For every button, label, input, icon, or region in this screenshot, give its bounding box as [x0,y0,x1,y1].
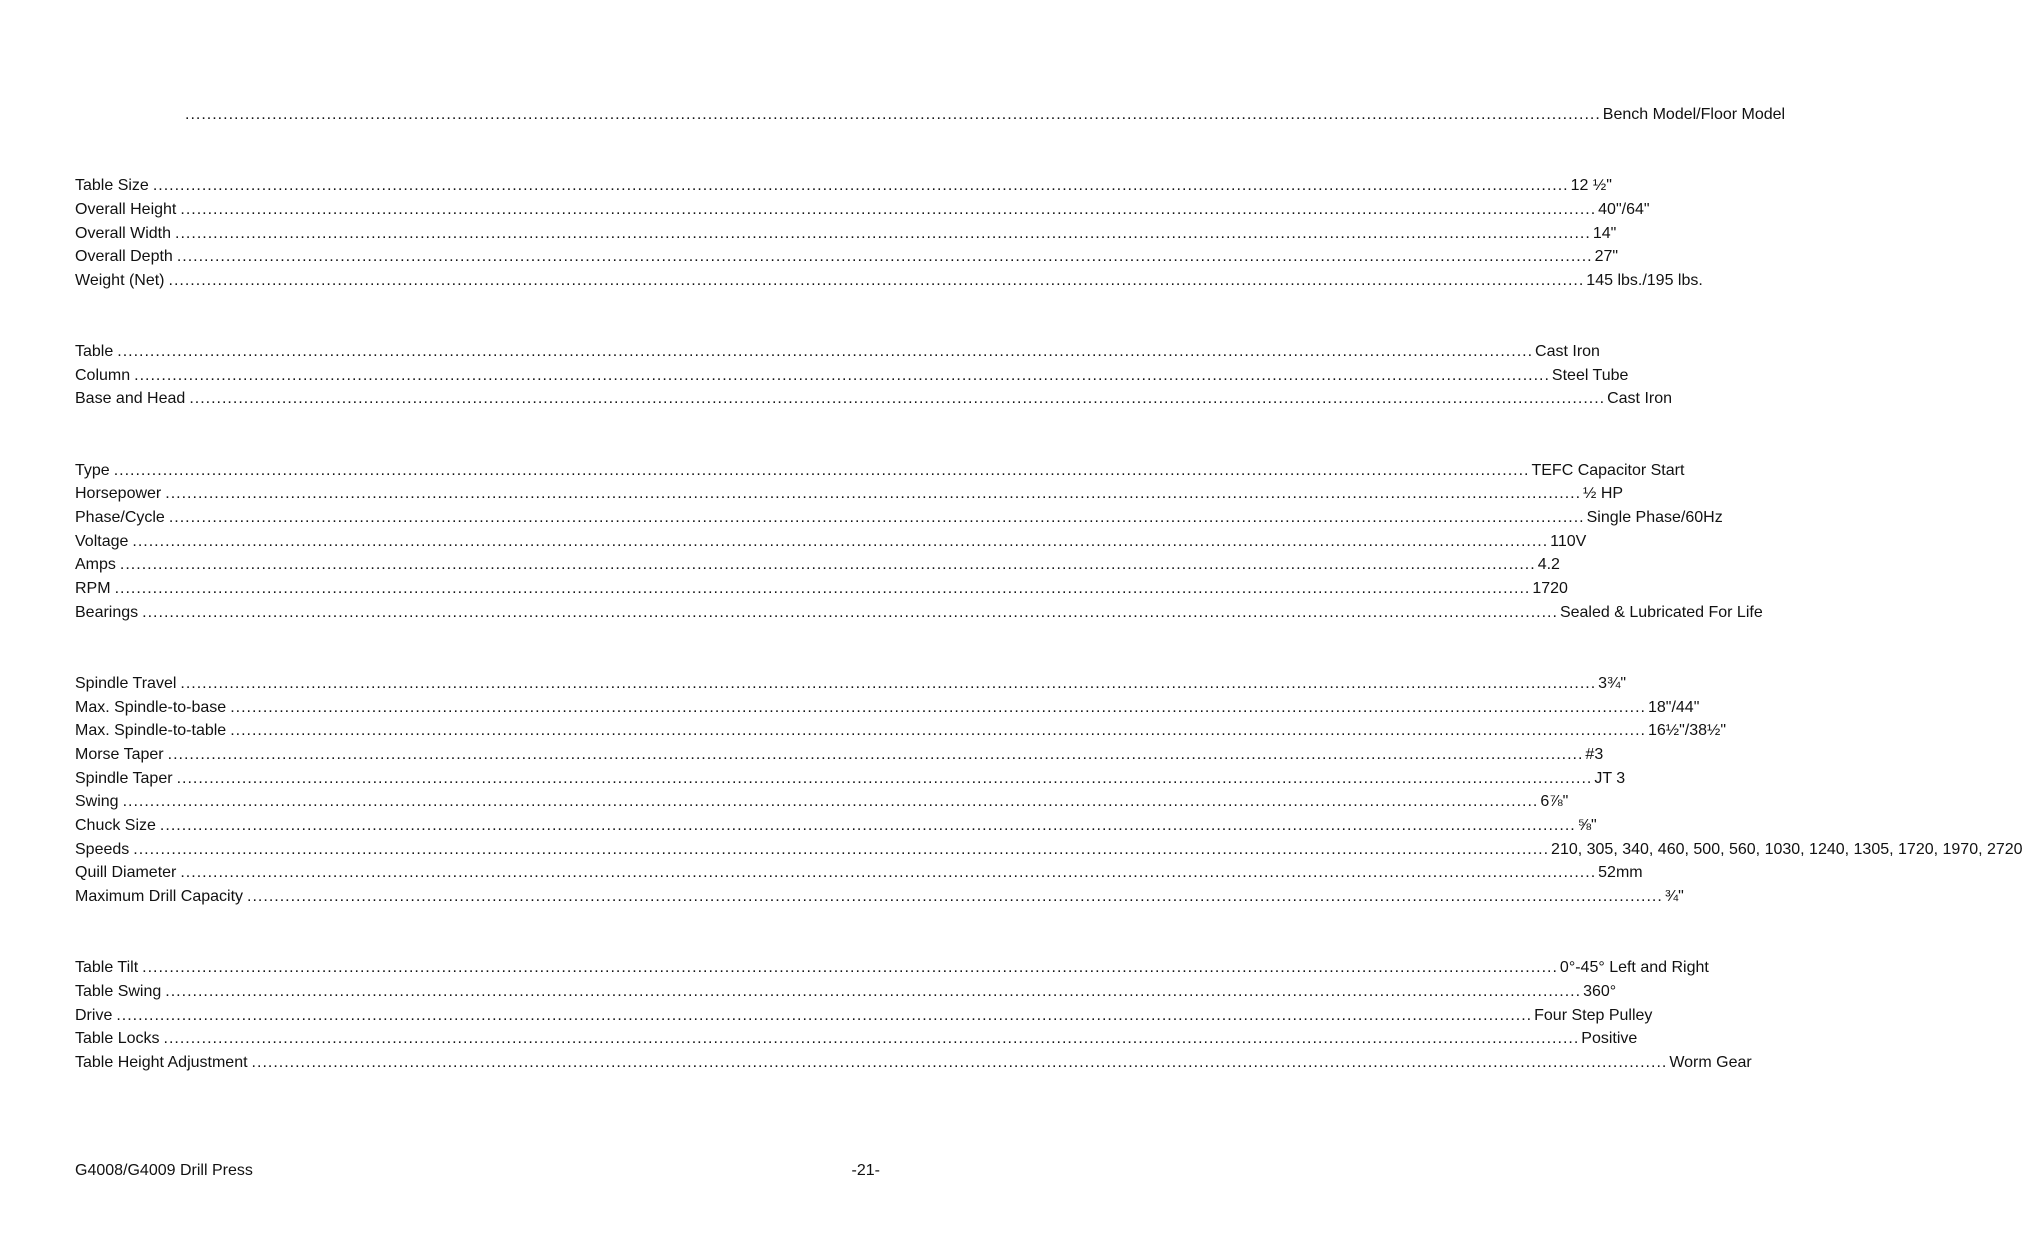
spec-label: Table Height Adjustment [75,1054,248,1071]
spec-label: Table [75,343,114,360]
spec-label: Spindle Taper [75,770,173,787]
leader-dots: .................................................................................................................................................................................................................................................................... [113,462,1530,479]
leader-dots: .................................................................................................................................................................................................................................................................... [122,793,1539,810]
spec-value: Worm Gear [1669,1054,1752,1071]
spec-value: 18"/44" [1647,699,1700,716]
spec-value: Cast Iron [1607,390,1673,407]
footer-title: G4008/G4009 Drill Press [75,1162,253,1179]
spec-row [75,531,1587,553]
spec-value: 360° [1583,983,1617,1000]
spec-label: Chuck Size [75,817,156,834]
leader-dots: .................................................................................................................................................................................................................................................................... [134,367,1550,384]
spec-label: Amps [75,556,116,573]
spec-row [75,1052,1752,1074]
leader-dots: .................................................................................................................................................................................................................................................................... [180,675,1597,692]
spec-label: Quill Diameter [75,864,177,881]
spec-value: 14" [1592,225,1617,242]
leader-dots: .................................................................................................................................................................................................................................................................... [114,580,1531,597]
spec-label: Swing [75,793,119,810]
spec-label: Spindle Travel [75,675,177,692]
spec-value: Positive [1581,1030,1638,1047]
leader-dots: .................................................................................................................................................................................................................................................................... [116,1007,1533,1024]
spec-row [75,270,1703,292]
spec-value: 52mm [1598,864,1643,881]
spec-row [75,673,1627,695]
spec-row [75,365,1629,387]
leader-dots: .................................................................................................................................................................................................................................................................... [176,770,1593,787]
leader-dots: .................................................................................................................................................................................................................................................................... [119,556,1536,573]
page-number: -21- [851,1162,880,1179]
leader-dots: .................................................................................................................................................................................................................................................................... [167,746,1584,763]
spec-value: 4.2 [1537,556,1560,573]
spec-row [75,507,1723,529]
leader-dots: .................................................................................................................................................................................................................................................................... [230,699,1646,716]
spec-row [75,341,1600,363]
leader-dots: .................................................................................................................................................................................................................................................................... [180,864,1597,881]
spec-row [75,199,1650,221]
spec-row [75,744,1604,766]
leader-dots: .................................................................................................................................................................................................................................................................... [168,509,1585,526]
spec-row [75,791,1569,813]
spec-value: 3¾" [1598,675,1627,692]
spec-label: RPM [75,580,111,597]
spec-label: Speeds [75,841,130,858]
leader-dots: .................................................................................................................................................................................................................................................................... [142,959,1558,976]
spec-row [75,839,2023,861]
leader-dots: .................................................................................................................................................................................................................................................................... [152,177,1569,194]
leader-dots: .................................................................................................................................................................................................................................................................... [142,604,1558,621]
spec-label: Type [75,462,110,479]
spec-row [75,175,1612,197]
spec-row [75,602,1763,624]
spec-value: 1720 [1532,580,1568,597]
spec-value: 210, 305, 340, 460, 500, 560, 1030, 1240, 1305, 1720, 1970, 2720 [1551,841,2023,858]
leader-dots: .................................................................................................................................................................................................................................................................... [251,1054,1668,1071]
spec-row [75,862,1643,884]
spec-value: ½ HP [1583,485,1624,502]
spec-label: Table Tilt [75,959,139,976]
spec-value: 110V [1550,533,1587,550]
leader-dots: .................................................................................................................................................................................................................................................................... [165,983,1582,1000]
leader-dots: .................................................................................................................................................................................................................................................................... [247,888,1663,905]
spec-label: Overall Height [75,201,177,218]
spec-row [75,957,1709,979]
spec-label: Bearings [75,604,139,621]
spec-label: Table Size [75,177,149,194]
leader-dots: .................................................................................................................................................................................................................................................................... [168,272,1585,289]
spec-row [75,886,1684,908]
leader-dots: .................................................................................................................................................................................................................................................................... [165,485,1582,502]
spec-value: Steel Tube [1551,367,1629,384]
spec-row [75,720,1727,742]
spec-label: Drive [75,1007,113,1024]
spec-value: Single Phase/60Hz [1586,509,1723,526]
spec-label: Overall Depth [75,248,173,265]
leader-dots: .................................................................................................................................................................................................................................................................... [117,343,1534,360]
spec-label: Base and Head [75,390,186,407]
leader-dots: .................................................................................................................................................................................................................................................................... [132,533,1549,550]
spec-label: Voltage [75,533,129,550]
leader-dots: .................................................................................................................................................................................................................................................................... [176,248,1593,265]
spec-label: Phase/Cycle [75,509,165,526]
spec-row [75,697,1700,719]
leader-dots: .................................................................................................................................................................................................................................................................... [175,225,1591,242]
spec-value: Cast Iron [1535,343,1600,360]
leader-dots: .................................................................................................................................................................................................................................................................... [180,201,1597,218]
spec-row [75,768,1626,790]
leader-dots: .................................................................................................................................................................................................................................................................... [189,390,1606,407]
spec-label: Overall Width [75,225,172,242]
leader-dots: .................................................................................................................................................................................................................................................................... [230,722,1646,739]
spec-value: Four Step Pulley [1534,1007,1653,1024]
spec-label: Column [75,367,131,384]
spec-row [75,815,1597,837]
spec-label: Table Swing [75,983,162,1000]
spec-label: Maximum Drill Capacity [75,888,244,905]
spec-label: Max. Spindle-to-base [75,699,227,716]
spec-label: Max. Spindle-to-table [75,722,227,739]
spec-value: JT 3 [1594,770,1626,787]
spec-value: 27" [1594,248,1619,265]
spec-row [75,554,1560,576]
spec-label: Weight (Net) [75,272,165,289]
spec-value: ¾" [1664,888,1684,905]
leader-dots: .................................................................................................................................................................................................................................................................... [163,1030,1580,1047]
spec-label: Horsepower [75,485,162,502]
spec-row [75,1005,1653,1027]
spec-value: 0°-45° Left and Right [1559,959,1709,976]
model-line [185,104,1786,126]
spec-row [75,1028,1638,1050]
spec-value: 12 ½" [1570,177,1612,194]
leader-dots: .................................................................................................................................................................................................................................................................... [159,817,1576,834]
leader-dots: .................................................................................................................................................................................................................................................................... [185,106,1601,123]
spec-value: 145 lbs./195 lbs. [1586,272,1703,289]
spec-row [75,223,1617,245]
spec-row [75,483,1624,505]
spec-value: #3 [1585,746,1604,763]
spec-value: 16½"/38½" [1647,722,1727,739]
spec-value: ⅝" [1577,817,1597,834]
spec-label: Table Locks [75,1030,160,1047]
spec-row [75,981,1617,1003]
spec-label: Morse Taper [75,746,164,763]
spec-row [75,246,1619,268]
spec-value: TEFC Capacitor Start [1531,462,1685,479]
spec-value: 40"/64" [1598,201,1650,218]
model-line-value: Bench Model/Floor Model [1602,106,1786,123]
spec-row [75,388,1673,410]
spec-value: Sealed & Lubricated For Life [1559,604,1763,621]
spec-row [75,460,1685,482]
spec-value: 6⅞" [1540,793,1569,810]
spec-row [75,578,1568,600]
leader-dots: .................................................................................................................................................................................................................................................................... [133,841,1550,858]
